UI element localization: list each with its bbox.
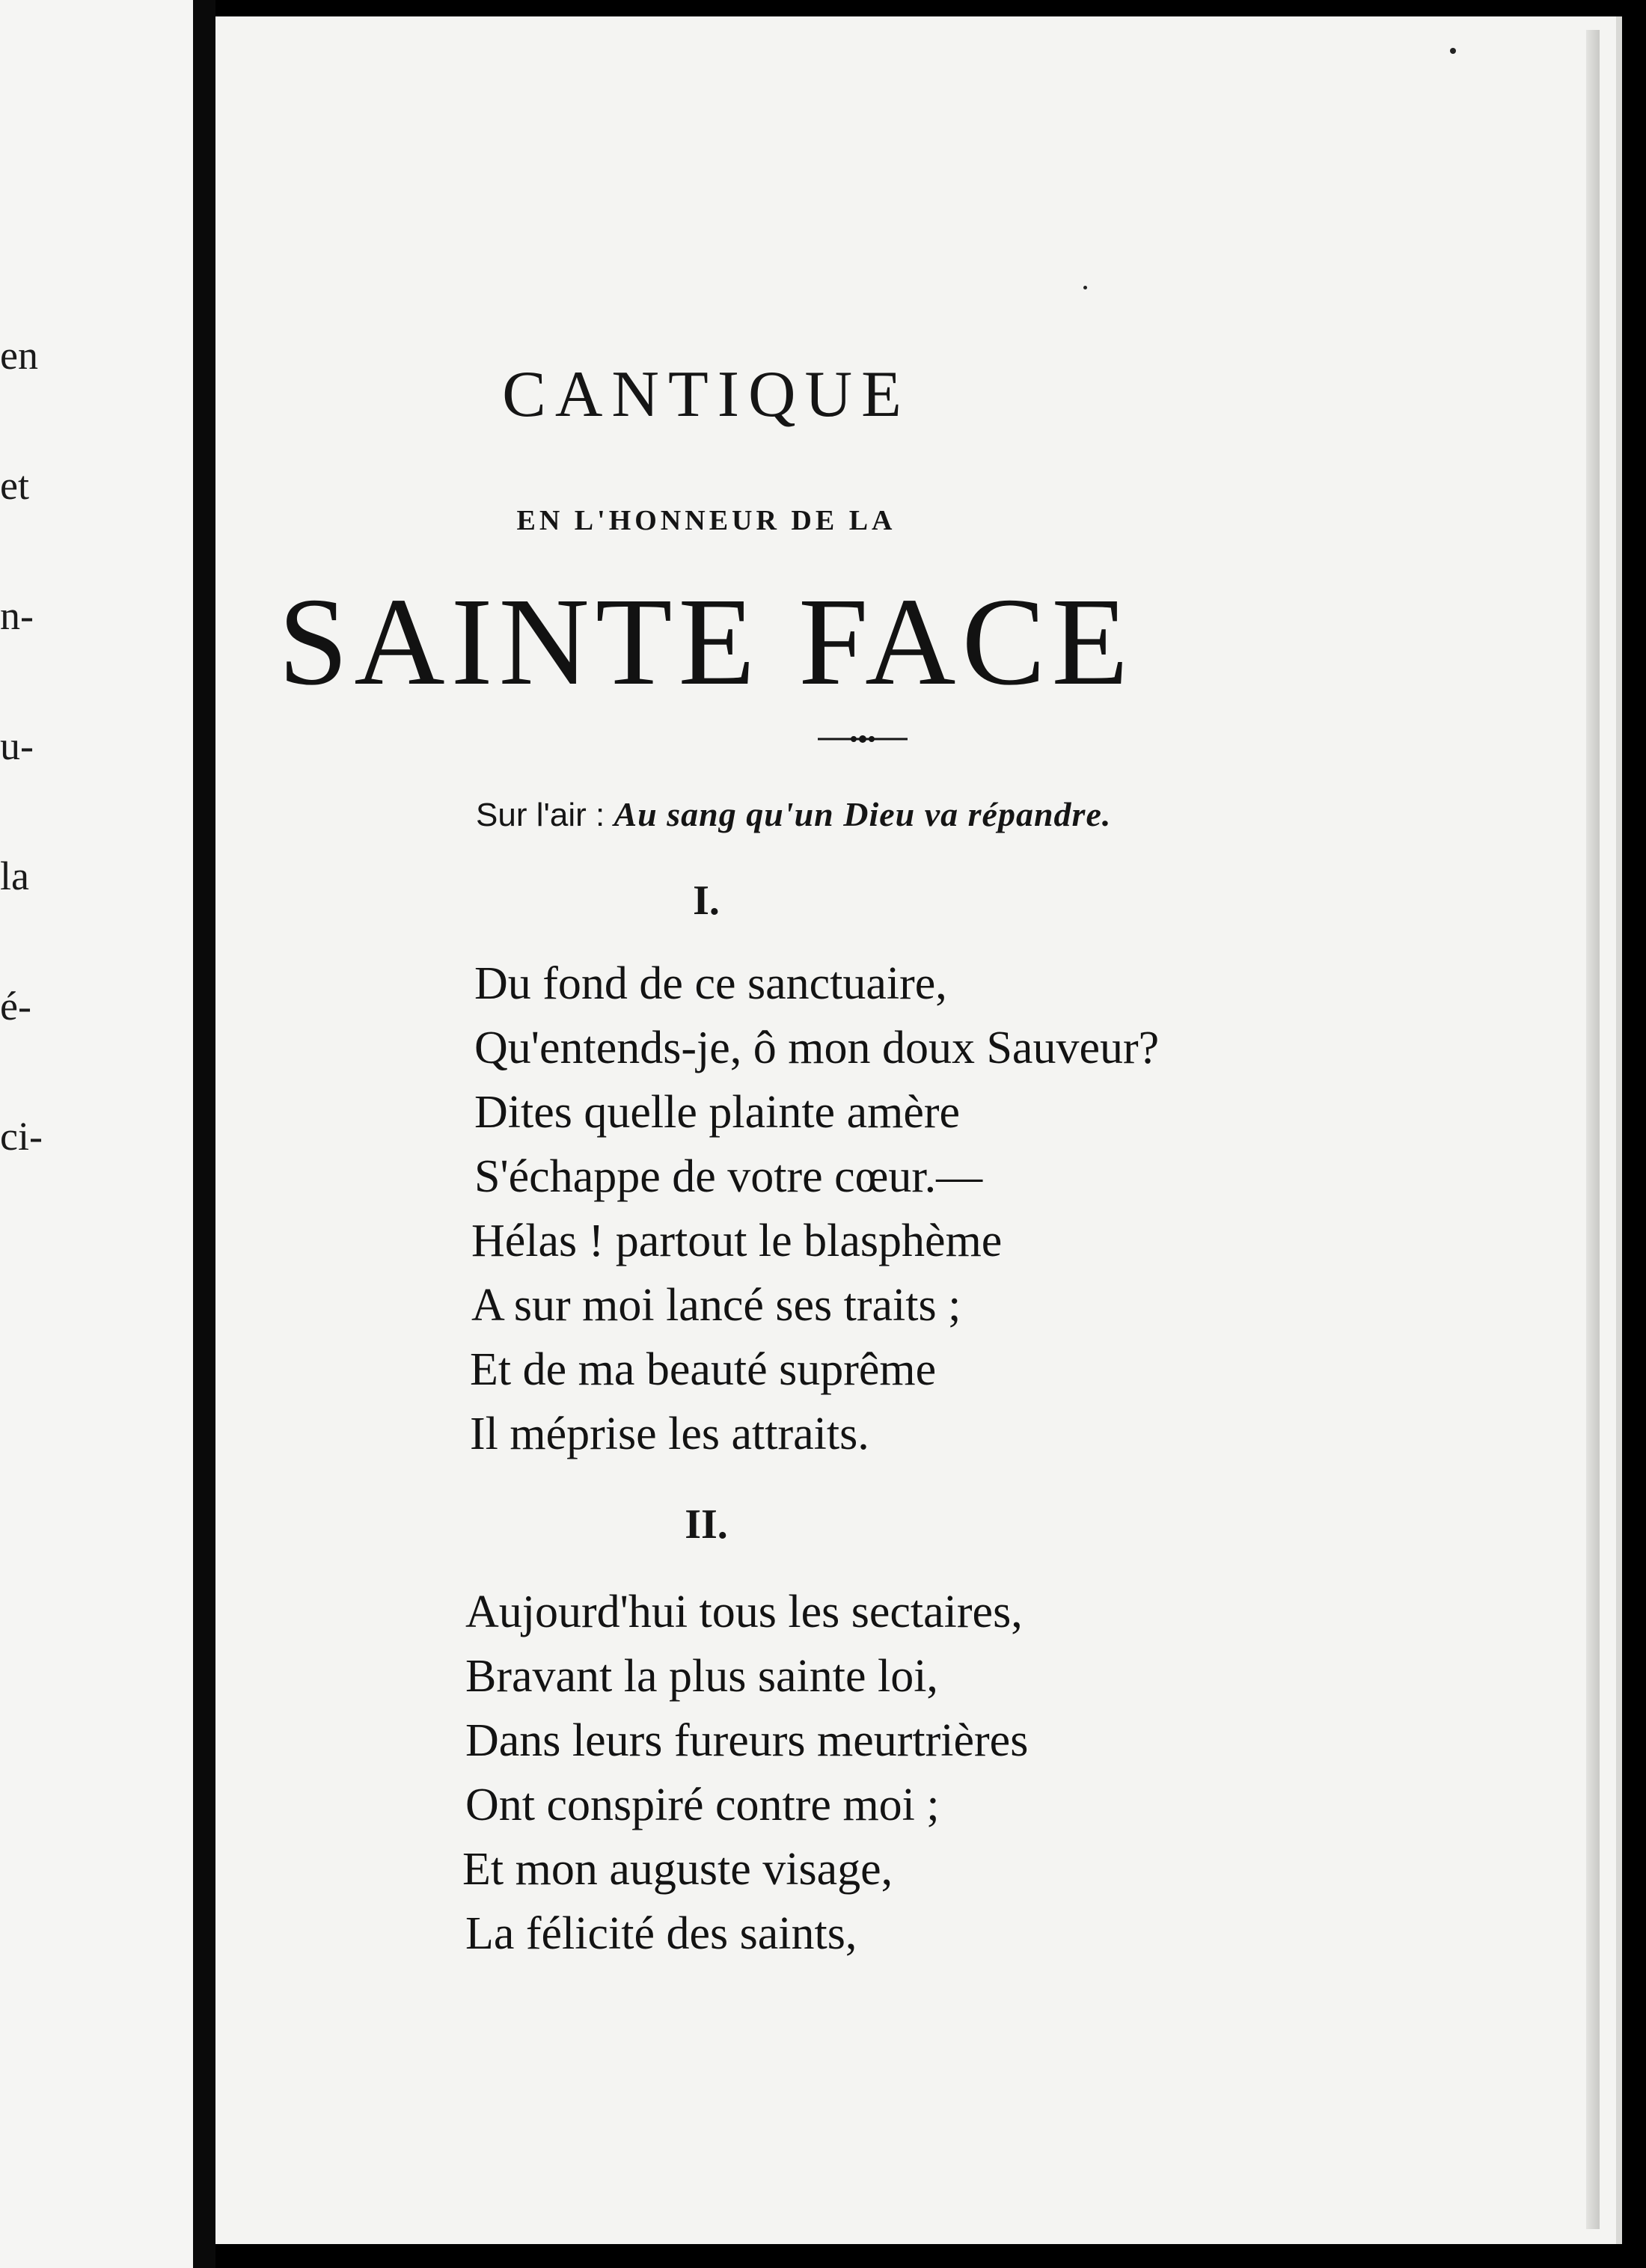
book-gutter [193, 0, 215, 2268]
left-page-fragment: et [0, 463, 29, 508]
left-page-fragment: é- [0, 984, 31, 1029]
main-page [215, 16, 1622, 2244]
paper-speck [1083, 286, 1087, 289]
left-page-fragment: en [0, 333, 38, 378]
tune-prefix: Sur l'air : [476, 797, 605, 833]
left-facing-page [0, 0, 193, 2268]
verse-line: Du fond de ce sanctuaire, [474, 958, 947, 1009]
verse-line: Qu'entends-je, ô mon doux Sauveur? [474, 1023, 1160, 1073]
verse-line: Dans leurs fureurs meurtrières [465, 1715, 1029, 1766]
verse-line: Hélas ! partout le blasphème [471, 1216, 1003, 1266]
left-page-fragment: la [0, 853, 29, 898]
ornament-divider-icon [818, 735, 908, 744]
page-title: CANTIQUE [502, 358, 911, 431]
page-edge [1586, 30, 1600, 2229]
left-page-fragment: ci- [0, 1114, 43, 1159]
left-page-fragment: u- [0, 723, 34, 768]
verse-line: A sur moi lancé ses traits ; [471, 1280, 961, 1331]
verse-line: Et de ma beauté suprême [470, 1344, 937, 1395]
verse-line: Bravant la plus sainte loi, [465, 1651, 938, 1702]
page-subtitle: EN L'HONNEUR DE LA [516, 505, 896, 536]
verse-line: Ont conspiré contre moi ; [465, 1780, 940, 1830]
tune-indication [476, 794, 1111, 834]
verse-line: Aujourd'hui tous les sectaires, [465, 1587, 1023, 1637]
verse-line: Et mon auguste visage, [462, 1844, 893, 1895]
stanza-number: I. [693, 877, 720, 924]
paper-speck [1450, 48, 1456, 54]
stanza-number: II. [685, 1501, 728, 1548]
verse-line: La félicité des saints, [465, 1908, 857, 1959]
left-page-fragment: n- [0, 593, 34, 638]
tune-title: Au sang qu'un Dieu va répandre. [614, 795, 1112, 833]
verse-line: Il méprise les attraits. [470, 1409, 869, 1459]
scan-border [1624, 0, 1646, 2268]
verse-line: Dites quelle plainte amère [474, 1087, 961, 1138]
verse-line: S'échappe de votre cœur.— [474, 1151, 983, 1202]
main-title: SAINTE FACE [278, 572, 1135, 711]
